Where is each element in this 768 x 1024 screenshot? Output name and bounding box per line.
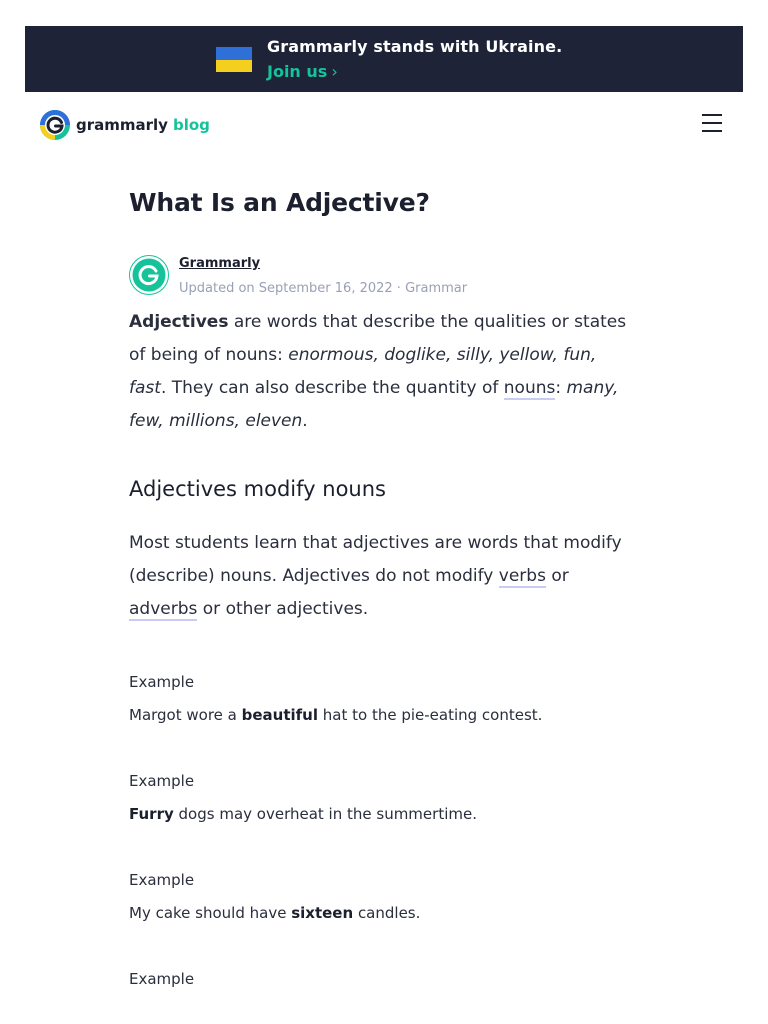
- example-adjective: Furry: [129, 805, 174, 823]
- author-link[interactable]: Grammarly: [179, 256, 261, 271]
- example-text: candles.: [353, 904, 421, 922]
- logo-wordmark: grammarly: [76, 116, 168, 134]
- join-us-link[interactable]: [267, 62, 338, 81]
- section-paragraph: [129, 527, 639, 626]
- example-text: My cake should have: [129, 904, 292, 922]
- site-header: [0, 92, 768, 158]
- example-adjective: sixteen: [291, 904, 354, 922]
- grammarly-blog-logo[interactable]: [40, 110, 210, 140]
- intro-examples: enormous, doglike, silly, yellow, fun, fast: [129, 345, 597, 398]
- verbs-link[interactable]: verbs: [498, 566, 546, 586]
- example-sentence: [129, 903, 639, 923]
- example-block: [129, 771, 639, 824]
- byline: [129, 255, 639, 305]
- example-label: Example: [129, 871, 195, 889]
- author-avatar-icon[interactable]: [129, 255, 169, 295]
- example-label: Example: [129, 673, 195, 691]
- example-sentence: [129, 804, 639, 824]
- page-title: What Is an Adjective?: [129, 188, 430, 217]
- example-text: hat to the pie-eating contest.: [318, 706, 543, 724]
- article: [129, 180, 639, 989]
- meta-separator: ·: [392, 281, 406, 296]
- example-block: [129, 870, 639, 923]
- ukraine-banner: [25, 26, 743, 92]
- example-adjective: beautiful: [241, 706, 318, 724]
- adverbs-link[interactable]: adverbs: [129, 599, 198, 619]
- intro-text: .: [302, 411, 308, 431]
- hamburger-menu-icon[interactable]: [700, 114, 724, 136]
- section-text: or other adjectives.: [197, 599, 369, 619]
- intro-text: are words that describe the qualities or states of being of nouns:: [129, 312, 627, 365]
- category-link[interactable]: Grammar: [405, 281, 468, 296]
- example-label: Example: [129, 772, 195, 790]
- example-block: [129, 969, 639, 989]
- logo-blog-label: blog: [172, 116, 210, 134]
- intro-text: . They can also describe the quantity of: [160, 378, 504, 398]
- intro-term: Adjectives: [129, 312, 229, 332]
- intro-text: :: [555, 378, 567, 398]
- example-sentence: [129, 705, 639, 725]
- example-block: [129, 672, 639, 725]
- example-text: dogs may overheat in the summertime.: [173, 805, 477, 823]
- intro-examples: many, few, millions, eleven: [129, 378, 619, 431]
- article-meta: [179, 281, 467, 296]
- nouns-link[interactable]: nouns: [503, 378, 556, 398]
- grammarly-g-logo-icon: [40, 110, 70, 140]
- chevron-right-icon: ›: [331, 62, 338, 81]
- section-heading: Adjectives modify nouns: [129, 477, 386, 501]
- section-text: Most students learn that adjectives are words that modify (describe) nouns. Adjectives do not modify: [129, 533, 622, 586]
- example-text: Margot wore a: [129, 706, 242, 724]
- join-us-label: Join us: [267, 62, 328, 81]
- updated-date: Updated on September 16, 2022: [179, 281, 393, 296]
- ukraine-flag-icon: [216, 47, 252, 72]
- banner-title: Grammarly stands with Ukraine.: [267, 37, 563, 56]
- intro-paragraph: [129, 306, 639, 438]
- example-label: Example: [129, 970, 195, 988]
- section-text: or: [545, 566, 569, 586]
